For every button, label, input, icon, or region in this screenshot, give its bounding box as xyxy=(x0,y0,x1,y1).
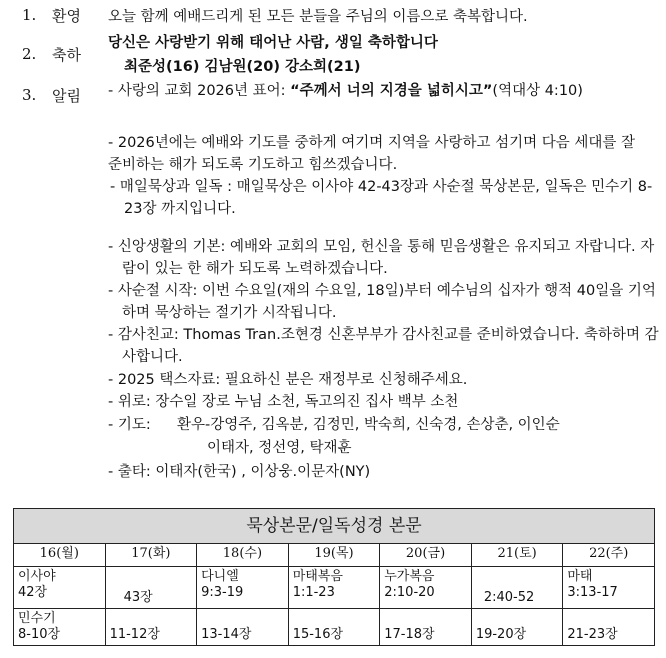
motto-reference: (역대상 4:10) xyxy=(492,83,583,99)
schedule-title: 묵상본문/일독성경 본문 xyxy=(14,509,655,544)
cell-ref: 3:13-17 xyxy=(567,585,618,600)
section-number-1: 1. xyxy=(22,6,37,24)
cell-ref: 17-18장 xyxy=(384,627,435,642)
birthday-message: 당신은 사랑받기 위해 태어난 사람, 생일 축하합니다 xyxy=(108,35,438,51)
section-number-3: 3. xyxy=(22,86,37,104)
day-header: 20(금) xyxy=(380,544,472,567)
meditation-cell xyxy=(471,567,563,609)
motto-prefix: - 사랑의 교회 2026년 표어: xyxy=(108,83,291,99)
cell-ref: 42장 xyxy=(18,585,48,600)
cell-book: 누가복음 xyxy=(384,569,435,584)
schedule-table xyxy=(13,508,655,646)
section-label-congrats: 축하 xyxy=(52,46,81,64)
reading-cell xyxy=(197,609,289,646)
meditation-cell xyxy=(197,567,289,609)
prayer-list-line2: 이태자, 정선영, 탁재훈 xyxy=(207,440,352,456)
welcome-text: 오늘 함께 예배드리게 된 모든 분들을 주님의 이름으로 축복합니다. xyxy=(108,9,528,25)
table-row xyxy=(14,609,655,646)
meditation-cell xyxy=(380,567,472,609)
cell-ref: 13-14장 xyxy=(201,627,252,642)
cell-ref: 2:40-52 xyxy=(483,590,535,605)
reading-cell xyxy=(105,609,197,646)
meditation-cell xyxy=(288,567,380,609)
section-label-announcements: 알림 xyxy=(52,87,81,105)
section-label-welcome: 환영 xyxy=(52,7,81,25)
reading-cell xyxy=(288,609,380,646)
announcement-item: - 2025 택스자료: 필요하신 분은 재정부로 신청해주세요. xyxy=(108,372,468,388)
reading-cell xyxy=(380,609,472,646)
cell-book: 민수기 xyxy=(18,611,56,626)
day-header: 17(화) xyxy=(105,544,197,567)
table-row xyxy=(14,567,655,609)
cell-ref: 19-20장 xyxy=(475,627,527,642)
cell-ref: 8-10장 xyxy=(18,627,61,642)
meditation-cell xyxy=(105,567,197,609)
table-row xyxy=(14,544,655,567)
day-header: 19(목) xyxy=(288,544,380,567)
cell-book: 마태복음 xyxy=(292,569,343,584)
announcement-item: - 감사친교: Thomas Tran.조현경 신혼부부가 감사친교를 준비하였습니다. 축하하며 감사합니다. xyxy=(108,327,659,365)
announcement-item: - 신앙생활의 기본: 예배와 교회의 모임, 헌신을 통해 믿음생활은 유지되고 자랍니다. 자람이 있는 한 해가 되도록 노력하겠습니다. xyxy=(108,239,655,277)
motto-quote: “주께서 너의 지경을 넓히시고” xyxy=(290,83,493,99)
day-header: 22(주) xyxy=(563,544,655,567)
church-motto xyxy=(108,80,648,102)
prayer-list-line1: 환우-강영주, 김옥분, 김정민, 박숙희, 신숙경, 손상춘, 이인순 xyxy=(177,417,560,433)
cell-book: 이사야 xyxy=(18,569,56,584)
cell-ref: 21-23장 xyxy=(567,627,618,642)
meditation-cell xyxy=(563,567,655,609)
cell-ref: 2:10-20 xyxy=(384,585,435,600)
section-number-2: 2. xyxy=(22,45,37,63)
cell-ref: 43장 xyxy=(123,590,153,605)
prayer-label: - 기도: xyxy=(108,417,151,433)
cell-ref: 11-12장 xyxy=(109,627,160,642)
meditation-cell xyxy=(14,567,106,609)
announcement-item: - 위로: 장수일 장로 누님 소천, 독고의진 집사 백부 소천 xyxy=(108,394,459,410)
reading-cell xyxy=(563,609,655,646)
day-header: 18(수) xyxy=(197,544,289,567)
cell-ref: 15-16장 xyxy=(292,627,344,642)
day-header: 21(토) xyxy=(471,544,563,567)
birthday-names: 최준성(16) 김남원(20) 강소희(21) xyxy=(124,59,361,75)
announcement-item: - 사순절 시작: 이번 수요일(재의 수요일, 18일)부터 예수님의 십자가 행적 40일을 기억하며 묵상하는 절기가 시작됩니다. xyxy=(108,283,656,321)
announcement-item: - 2026년에는 예배와 기도를 중하게 여기며 지역을 사랑하고 섬기며 다음 세대를 잘 준비하는 해가 되도록 기도하고 힘쓰겠습니다. xyxy=(108,135,636,173)
reading-cell xyxy=(14,609,106,646)
day-header: 16(월) xyxy=(14,544,106,567)
announcement-item: - 매일묵상과 일독 : 매일묵상은 이사야 42-43장과 사순절 묵상본문, 일독은 민수기 8-23장 까지입니다. xyxy=(110,179,653,217)
cell-ref: 9:3-19 xyxy=(201,585,244,600)
cell-book: 마태 xyxy=(567,569,593,584)
reading-cell xyxy=(471,609,563,646)
departure-text: - 출타: 이태자(한국) , 이상웅.이문자(NY) xyxy=(108,464,371,480)
cell-book: 다니엘 xyxy=(201,569,239,584)
cell-ref: 1:1-23 xyxy=(292,585,335,600)
